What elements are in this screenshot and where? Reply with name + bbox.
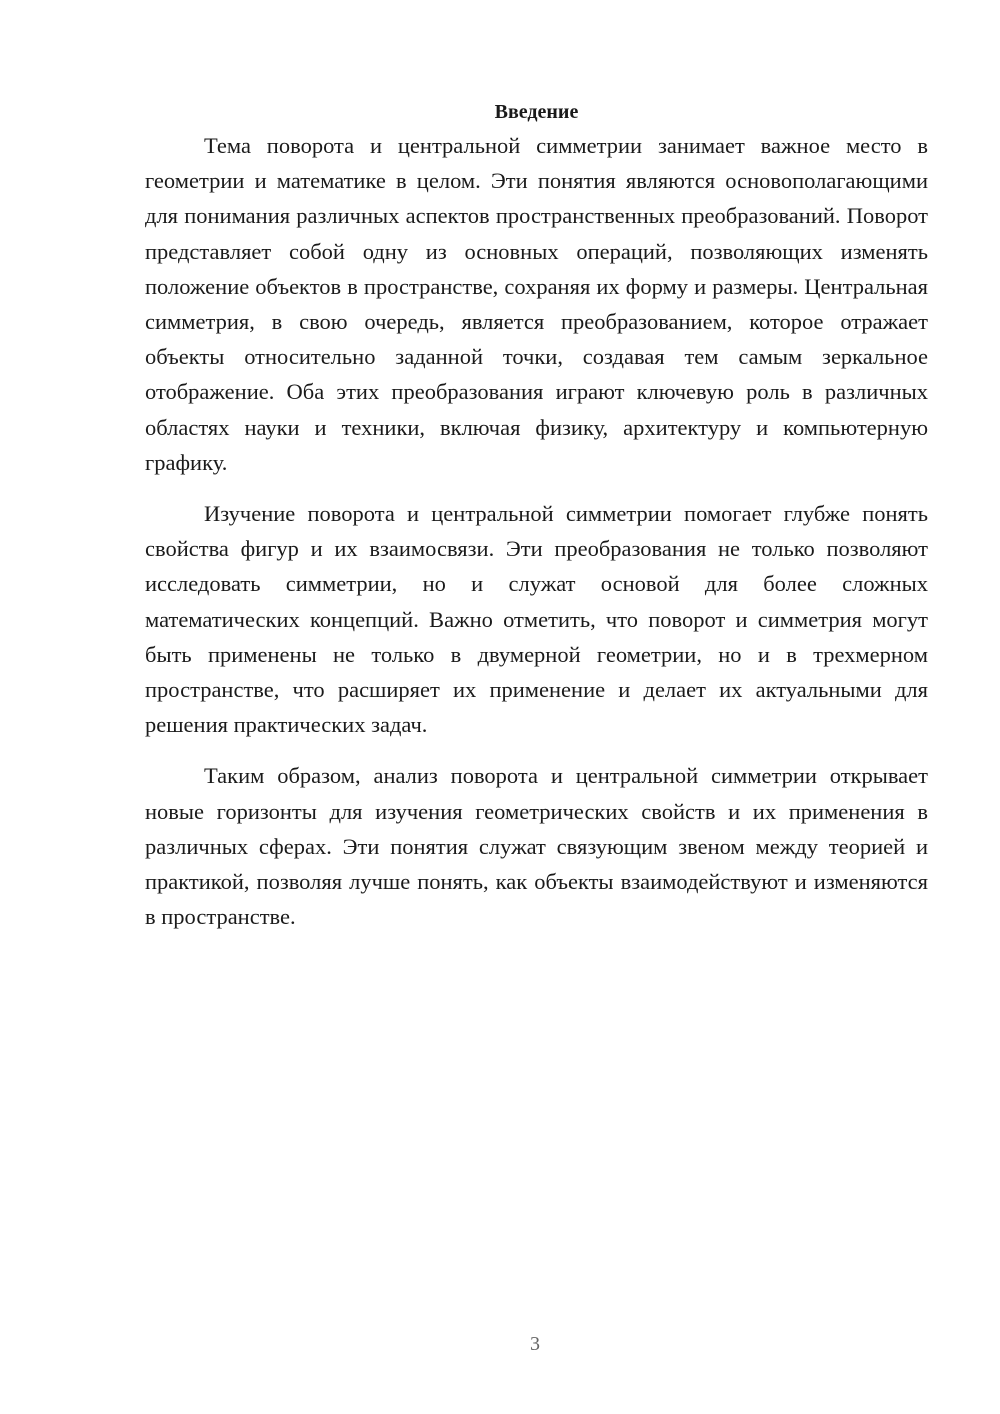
page-number: 3 (530, 1333, 540, 1355)
section-heading: Введение (494, 101, 579, 123)
paragraph-2: Изучение поворота и центральной симметрии помогает глубже понять свойства фигур и их взаимосвязи. Эти преобразования не только позволяют исследовать симметрии, но и служат основой для более сложных математических концепций. Важно отметить, что поворот и симметрия могут быть применены не только в двумерной геометрии, но и в трехмерном пространстве, что расширяет их применение и делает их актуальными для решения практических задач. (145, 501, 928, 738)
paragraph-3: Таким образом, анализ поворота и центральной симметрии открывает новые горизонты для изучения геометрических свойств и их применения в различных сферах. Эти понятия служат связующим звеном между теорией и практикой, позволяя лучше понять, как объекты взаимодействуют и изменяются в пространстве. (145, 763, 928, 930)
document-page (145, 96, 928, 934)
paragraph-1: Тема поворота и центральной симметрии занимает важное место в геометрии и математике в целом. Эти понятия являются основополагающими для понимания различных аспектов пространственных преобразований. Поворот представляет собой одну из основных операций, позволяющих изменять положение объектов в пространстве, сохраняя их форму и размеры. Центральная симметрия, в свою очередь, является преобразованием, которое отражает объекты относительно заданной точки, создавая тем самым зеркальное отображение. Оба этих преобразования играют ключевую роль в различных областях науки и техники, включая физику, архитектуру и компьютерную графику. (145, 133, 928, 475)
